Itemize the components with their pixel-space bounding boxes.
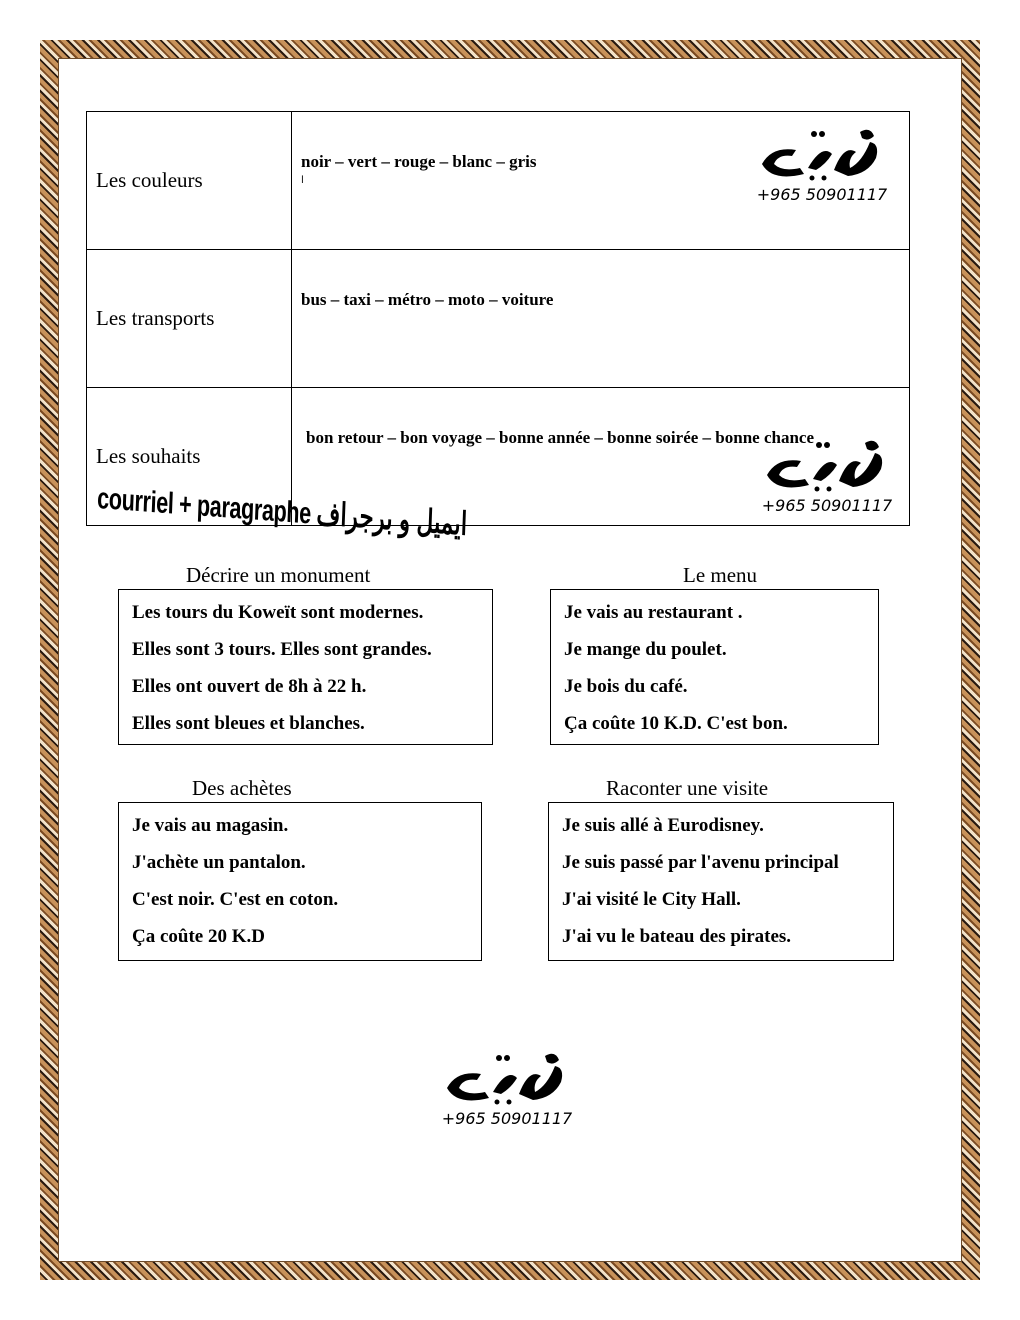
brand-logo bbox=[752, 124, 892, 204]
category-cell: Les couleurs bbox=[87, 112, 292, 250]
box-title: Le menu bbox=[683, 563, 758, 587]
box-line: Je suis passé par l'avenu principal bbox=[562, 852, 839, 873]
text-box-shopping bbox=[118, 802, 482, 961]
table-row bbox=[87, 250, 910, 388]
box-line: Je suis allé à Eurodisney. bbox=[562, 815, 764, 836]
box-line: C'est noir. C'est en coton. bbox=[132, 889, 339, 910]
heading-text: courriel + paragraphe bbox=[96, 481, 312, 531]
box-line: Je mange du poulet. bbox=[564, 639, 727, 660]
box-line: Je bois du café. bbox=[564, 676, 688, 697]
category-cell: Les souhaits bbox=[87, 388, 292, 526]
box-line: Elles sont bleues et blanches. bbox=[132, 713, 365, 734]
heading-arabic: ايميل و برجراف bbox=[315, 494, 468, 542]
words-text: noir – vert – rouge – blanc – gris bbox=[301, 152, 537, 171]
brand-logo bbox=[757, 435, 897, 515]
box-line: Elles sont 3 tours. Elles sont grandes. bbox=[132, 639, 432, 660]
box-line: Je vais au restaurant . bbox=[564, 602, 743, 623]
box-title: Décrire un monument bbox=[186, 563, 371, 587]
phone-number: +965 50901117 bbox=[761, 496, 893, 515]
logo-mark-icon bbox=[437, 1048, 577, 1108]
box-line: J'ai visité le City Hall. bbox=[562, 889, 741, 910]
phone-number: +965 50901117 bbox=[756, 185, 888, 204]
text-box-menu bbox=[550, 589, 879, 745]
small-mark: ا bbox=[301, 175, 304, 186]
words-cell: bus – taxi – métro – moto – voiture bbox=[292, 250, 910, 388]
logo-mark-icon bbox=[757, 435, 897, 495]
category-cell: Les transports bbox=[87, 250, 292, 388]
text-box-monument bbox=[118, 589, 493, 745]
box-line: Les tours du Koweït sont modernes. bbox=[132, 602, 424, 623]
box-line: Elles ont ouvert de 8h à 22 h. bbox=[132, 676, 367, 697]
words-cell: bon retour – bon voyage – bonne année – bonne soirée – bonne chance bbox=[292, 388, 910, 526]
box-title: Raconter une visite bbox=[606, 776, 769, 800]
phone-number: +965 50901117 bbox=[441, 1109, 573, 1128]
box-line: J'ai vu le bateau des pirates. bbox=[562, 926, 792, 947]
box-line: Ça coûte 10 K.D. C'est bon. bbox=[564, 713, 788, 734]
box-line: Je vais au magasin. bbox=[132, 815, 289, 836]
box-line: Ça coûte 20 K.D bbox=[132, 926, 265, 947]
box-title: Des achètes bbox=[192, 776, 292, 800]
logo-mark-icon bbox=[752, 124, 892, 184]
box-line: J'achète un pantalon. bbox=[132, 852, 306, 873]
text-box-visit bbox=[548, 802, 894, 961]
brand-logo bbox=[437, 1048, 577, 1128]
